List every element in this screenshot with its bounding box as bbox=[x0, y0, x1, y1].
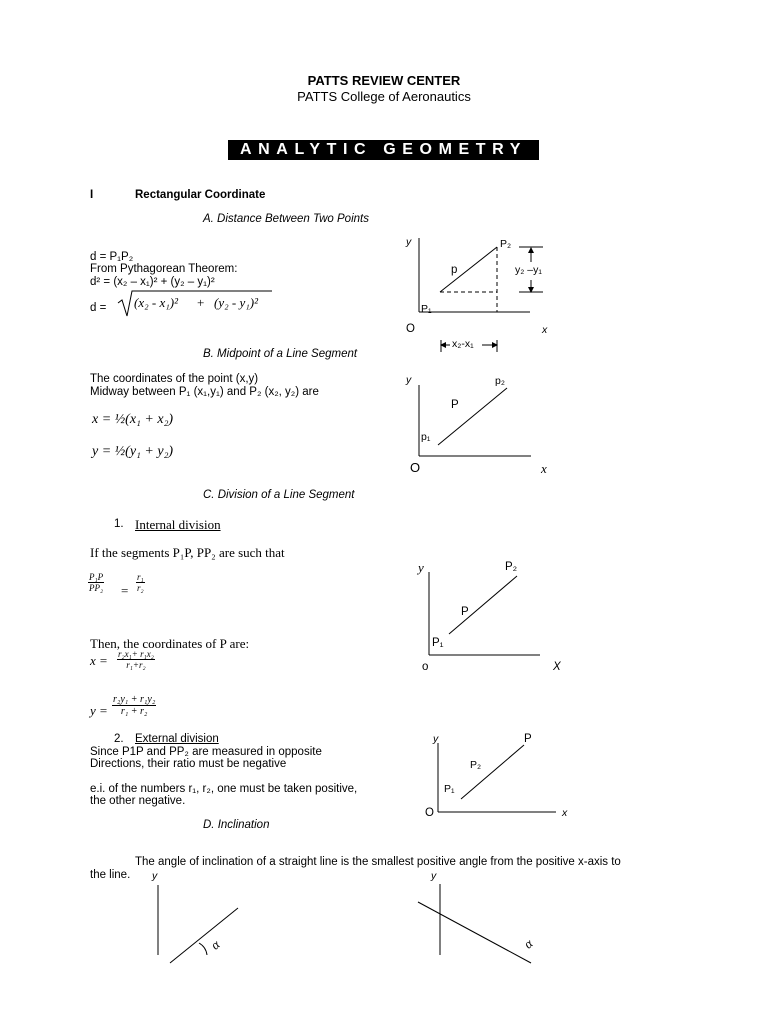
radicand-y: (y₂ - y₁)² bbox=[214, 295, 258, 310]
internal-x-den: r₁+r₂ bbox=[126, 660, 146, 670]
heading-inclination: D. Inclination bbox=[203, 819, 270, 831]
fig-c2-p2-label: P₂ bbox=[470, 759, 482, 771]
fig-a-dx-label: x₂-x₁ bbox=[452, 338, 474, 350]
fig-a-p2-label: P₂ bbox=[500, 238, 512, 250]
fig-a-p-label: p bbox=[451, 264, 458, 276]
fig-a-y-label: y bbox=[406, 236, 412, 248]
fig-b-p2-label: p₂ bbox=[495, 375, 505, 387]
fig-c1-x-label: X bbox=[553, 661, 561, 673]
distance-line-2: From Pythagorean Theorem: bbox=[90, 263, 238, 275]
fig-d2-y-label: y bbox=[431, 870, 437, 882]
internal-heading: Internal division bbox=[135, 517, 221, 532]
midpoint-x-formula: x = ½(x₁ + x₂) bbox=[92, 412, 174, 427]
internal-y-den: r₁ + r₂ bbox=[120, 706, 148, 717]
inclination-text-2: the line. bbox=[90, 869, 131, 881]
fig-b-p-label: P bbox=[451, 399, 459, 411]
internal-intro: If the segments P₁P, PP₂ are such that bbox=[90, 545, 285, 560]
fig-a-dy-label: y₂ –y₁ bbox=[515, 264, 542, 276]
ratio-left-den: PP₂ bbox=[89, 583, 104, 593]
school-name: PATTS College of Aeronautics bbox=[297, 89, 471, 104]
internal-then: Then, the coordinates of P are: bbox=[90, 636, 250, 651]
internal-x-lhs: x = bbox=[90, 653, 108, 668]
fig-d2-alpha-label: α bbox=[520, 935, 536, 952]
fig-a-x-label: x bbox=[542, 324, 548, 336]
fig-c1-p2-label: P₂ bbox=[505, 561, 518, 573]
sqrt-icon bbox=[118, 291, 272, 316]
section-title: Rectangular Coordinate bbox=[135, 189, 266, 201]
fig-a-p1-label: P₁ bbox=[421, 303, 432, 315]
midpoint-line-1: The coordinates of the point (x,y) bbox=[90, 373, 259, 385]
ratio-left-num: P₁P bbox=[89, 572, 104, 582]
internal-y-num: r₂y₁ + r₁y₂ bbox=[113, 694, 156, 705]
distance-line-1: d = P₁P₂ bbox=[90, 251, 134, 263]
internal-x-num: r₂x₁+ r₁x₂ bbox=[118, 649, 154, 659]
ratio-equals: = bbox=[121, 583, 129, 598]
external-line-1: Since P1P and PP₂ are measured in opposite bbox=[90, 746, 322, 758]
section-number: I bbox=[90, 189, 94, 201]
midpoint-y-formula: y = ½(y₁ + y₂) bbox=[92, 444, 174, 459]
fig-d1-alpha-label: α bbox=[207, 936, 223, 953]
fig-c1-y-label: y bbox=[418, 560, 424, 575]
fig-b-p1-label: p₁ bbox=[421, 431, 431, 443]
heading-division: C. Division of a Line Segment bbox=[203, 489, 355, 501]
fig-c2-y-label: y bbox=[433, 733, 439, 745]
document-title: ANALYTIC GEOMETRY bbox=[228, 140, 539, 160]
fig-d1-y-label: y bbox=[152, 870, 158, 882]
external-heading: External division bbox=[135, 733, 219, 745]
radicand-plus: + bbox=[197, 295, 205, 310]
internal-number: 1. bbox=[114, 518, 124, 530]
fig-c1-origin-label: o bbox=[422, 661, 429, 673]
external-line-2: Directions, their ratio must be negative bbox=[90, 758, 287, 770]
org-name: PATTS REVIEW CENTER bbox=[307, 73, 461, 88]
fig-b-origin-label: O bbox=[410, 460, 421, 475]
fig-c2-p1-label: P₁ bbox=[444, 783, 455, 795]
external-number: 2. bbox=[114, 733, 124, 745]
ratio-right-den: r₂ bbox=[137, 583, 144, 593]
distance-line-3: d² = (x₂ – x₁)² + (y₂ – y₁)² bbox=[90, 276, 215, 288]
fig-a-origin-label: O bbox=[406, 323, 415, 335]
external-note-1: e.i. of the numbers r₁, r₂, one must be taken positive, bbox=[90, 783, 358, 795]
radicand-x: (x₂ - x₁)² bbox=[134, 295, 178, 310]
fig-b-y-label: y bbox=[406, 374, 412, 386]
heading-distance: A. Distance Between Two Points bbox=[203, 213, 369, 225]
fig-b-x-label: x bbox=[541, 461, 547, 476]
heading-midpoint: B. Midpoint of a Line Segment bbox=[203, 348, 358, 360]
distance-formula-lhs: d = bbox=[90, 302, 107, 314]
fig-c1-p-label: P bbox=[461, 606, 469, 618]
internal-y-lhs: y = bbox=[90, 703, 108, 718]
fig-c1-p1-label: P₁ bbox=[432, 637, 444, 649]
fig-c2-x-label: x bbox=[562, 807, 568, 819]
inclination-text-1: The angle of inclination of a straight line is the smallest positive angle from the positive x-axis to bbox=[135, 856, 621, 868]
external-note-2: the other negative. bbox=[90, 795, 186, 807]
fig-c2-origin-label: O bbox=[425, 807, 434, 819]
midpoint-line-2: Midway between P₁ (x₁,y₁) and P₂ (x₂, y₂) are bbox=[90, 386, 319, 398]
ratio-right-num: r₁ bbox=[137, 572, 144, 582]
fig-c2-p-label: P bbox=[524, 733, 532, 745]
